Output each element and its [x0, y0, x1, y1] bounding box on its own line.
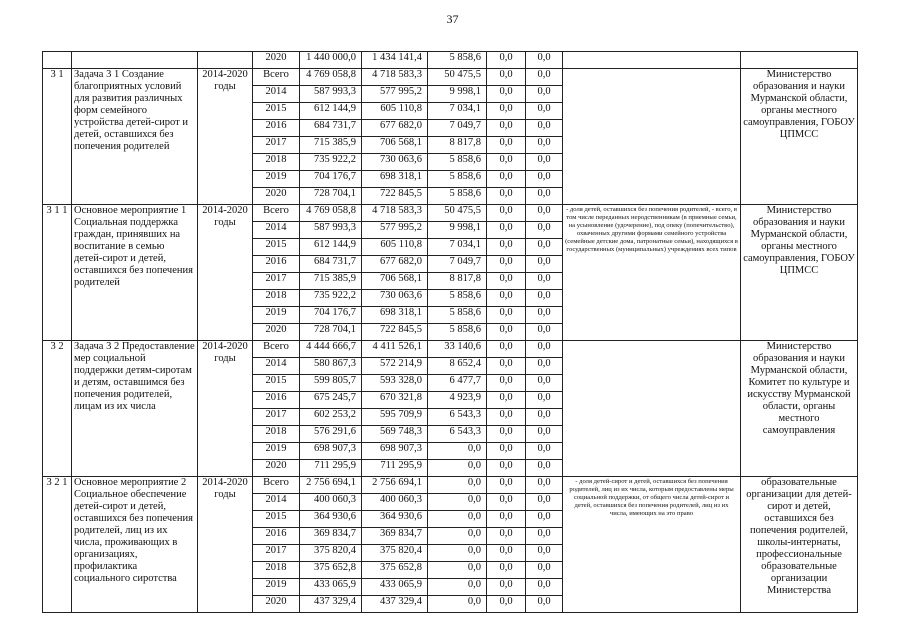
value-cell: 400 060,3 — [300, 494, 362, 511]
value-cell: 4 718 583,3 — [362, 69, 428, 86]
value-cell: 8 817,8 — [428, 273, 487, 290]
item-title: Задача 3 2 Предоставление мер социальной поддержки детям-сиротам и детям, оставшимся без попечения родителей, лицам из их числа — [72, 341, 198, 477]
value-cell: 0,0 — [487, 103, 526, 120]
value-cell: 0,0 — [487, 188, 526, 205]
value-cell: 0,0 — [526, 324, 563, 341]
value-cell: 0,0 — [526, 69, 563, 86]
value-cell: 0,0 — [487, 256, 526, 273]
value-cell: 730 063,6 — [362, 290, 428, 307]
year-cell: 2016 — [253, 256, 300, 273]
value-cell: 0,0 — [487, 375, 526, 392]
value-cell: 0,0 — [526, 375, 563, 392]
value-cell: 7 034,1 — [428, 103, 487, 120]
value-cell: 0,0 — [526, 120, 563, 137]
table-row — [43, 69, 858, 86]
value-cell: 0,0 — [487, 579, 526, 596]
value-cell: 6 477,7 — [428, 375, 487, 392]
value-cell: 0,0 — [526, 188, 563, 205]
value-cell: 0,0 — [428, 460, 487, 477]
year-cell: 2014 — [253, 86, 300, 103]
year-cell: 2016 — [253, 528, 300, 545]
value-cell: 0,0 — [487, 545, 526, 562]
value-cell: 704 176,7 — [300, 171, 362, 188]
year-cell: 2018 — [253, 290, 300, 307]
value-cell: 0,0 — [526, 545, 563, 562]
value-cell: 0,0 — [526, 358, 563, 375]
value-cell: 5 858,6 — [428, 307, 487, 324]
value-cell: 593 328,0 — [362, 375, 428, 392]
value-cell: 728 704,1 — [300, 188, 362, 205]
value-cell: 7 034,1 — [428, 239, 487, 256]
value-cell: 364 930,6 — [362, 511, 428, 528]
value-cell: 400 060,3 — [362, 494, 428, 511]
indicator-text: - доля детей, оставшихся без попечения родителей, - всего, в том числе переданных неродственникам (в приемные семьи, на усыновление (удочерение), под опеку (попечительство), охваченных другими формами семейного устройства (семейные детские дома, патронатные семьи), находящихся в государственных (муниципальных) учреждениях всех типов — [563, 205, 741, 341]
year-cell: 2016 — [253, 120, 300, 137]
value-cell: 50 475,5 — [428, 205, 487, 222]
value-cell: 0,0 — [526, 103, 563, 120]
value-cell: 0,0 — [526, 409, 563, 426]
value-cell: 7 049,7 — [428, 120, 487, 137]
value-cell: 50 475,5 — [428, 69, 487, 86]
responsible-executor: образовательные организации для детей-сирот и детей, оставшихся без попечения родителей, школы-интернаты, профессиональные образовательные организации Министерства — [741, 477, 858, 613]
value-cell: 711 295,9 — [362, 460, 428, 477]
value-cell: 0,0 — [487, 273, 526, 290]
value-cell: 722 845,5 — [362, 188, 428, 205]
value-cell: 580 867,3 — [300, 358, 362, 375]
value-cell: 569 748,3 — [362, 426, 428, 443]
value-cell: 0,0 — [487, 460, 526, 477]
value-cell: 1 440 000,0 — [300, 52, 362, 69]
table-row — [43, 52, 858, 69]
value-cell: 0,0 — [526, 511, 563, 528]
value-cell: 0,0 — [526, 154, 563, 171]
value-cell: 0,0 — [487, 154, 526, 171]
value-cell: 5 858,6 — [428, 188, 487, 205]
value-cell: 0,0 — [487, 307, 526, 324]
value-cell: 0,0 — [428, 494, 487, 511]
indicator-text — [563, 69, 741, 205]
value-cell: 698 318,1 — [362, 307, 428, 324]
value-cell: 6 543,3 — [428, 409, 487, 426]
value-cell: 0,0 — [487, 69, 526, 86]
year-cell: 2017 — [253, 545, 300, 562]
value-cell: 0,0 — [526, 307, 563, 324]
value-cell: 0,0 — [526, 443, 563, 460]
table-row — [43, 341, 858, 358]
value-cell: 612 144,9 — [300, 239, 362, 256]
value-cell: 602 253,2 — [300, 409, 362, 426]
value-cell: 0,0 — [428, 545, 487, 562]
value-cell: 0,0 — [487, 358, 526, 375]
year-cell: 2015 — [253, 375, 300, 392]
table-body — [43, 52, 858, 613]
value-cell: 587 993,3 — [300, 86, 362, 103]
budget-table — [42, 51, 858, 613]
page-number: 37 — [446, 12, 459, 26]
value-cell: 0,0 — [526, 596, 563, 613]
year-cell: 2020 — [253, 324, 300, 341]
year-cell: 2019 — [253, 307, 300, 324]
value-cell: 1 434 141,4 — [362, 52, 428, 69]
value-cell: 4 769 058,8 — [300, 205, 362, 222]
responsible-executor: Министерство образования и науки Мурманской области, органы местного самоуправления, ГОБОУ ЦПМСС — [741, 69, 858, 205]
value-cell: 375 652,8 — [300, 562, 362, 579]
value-cell: 369 834,7 — [300, 528, 362, 545]
value-cell: 375 820,4 — [300, 545, 362, 562]
value-cell: 0,0 — [526, 460, 563, 477]
value-cell: 0,0 — [487, 52, 526, 69]
value-cell: 0,0 — [526, 171, 563, 188]
value-cell: 0,0 — [428, 562, 487, 579]
value-cell: 364 930,6 — [300, 511, 362, 528]
value-cell: 7 049,7 — [428, 256, 487, 273]
value-cell: 0,0 — [526, 137, 563, 154]
value-cell: 684 731,7 — [300, 120, 362, 137]
value-cell: 5 858,6 — [428, 290, 487, 307]
title-cell — [72, 52, 198, 69]
value-cell: 0,0 — [487, 324, 526, 341]
value-cell: 0,0 — [526, 579, 563, 596]
year-cell: 2014 — [253, 494, 300, 511]
value-cell: 4 444 666,7 — [300, 341, 362, 358]
year-cell: 2017 — [253, 273, 300, 290]
value-cell: 0,0 — [487, 120, 526, 137]
value-cell: 0,0 — [526, 86, 563, 103]
value-cell: 5 858,6 — [428, 154, 487, 171]
item-number: 3 2 — [43, 341, 72, 477]
year-cell: 2015 — [253, 103, 300, 120]
value-cell: 0,0 — [428, 443, 487, 460]
item-title: Задача 3 1 Создание благоприятных условий для развития различных форм семейного устройства детей-сирот и детей, оставшихся без попечения родителей — [72, 69, 198, 205]
value-cell: 0,0 — [526, 52, 563, 69]
value-cell: 369 834,7 — [362, 528, 428, 545]
value-cell: 684 731,7 — [300, 256, 362, 273]
value-cell: 9 998,1 — [428, 86, 487, 103]
value-cell: 0,0 — [526, 239, 563, 256]
item-number: 3 2 1 — [43, 477, 72, 613]
year-cell: 2017 — [253, 137, 300, 154]
value-cell: 0,0 — [526, 205, 563, 222]
year-cell: 2016 — [253, 392, 300, 409]
value-cell: 5 858,6 — [428, 324, 487, 341]
value-cell: 0,0 — [487, 426, 526, 443]
table-row — [43, 477, 858, 494]
value-cell: 4 411 526,1 — [362, 341, 428, 358]
value-cell: 0,0 — [526, 562, 563, 579]
value-cell: 735 922,2 — [300, 290, 362, 307]
value-cell: 6 543,3 — [428, 426, 487, 443]
value-cell: 0,0 — [487, 137, 526, 154]
indicator-text — [563, 341, 741, 477]
value-cell: 0,0 — [487, 222, 526, 239]
value-cell: 8 817,8 — [428, 137, 487, 154]
value-cell: 677 682,0 — [362, 120, 428, 137]
period-cell — [198, 52, 253, 69]
value-cell: 0,0 — [487, 392, 526, 409]
value-cell: 698 907,3 — [300, 443, 362, 460]
value-cell: 0,0 — [487, 443, 526, 460]
item-number: 3 1 1 — [43, 205, 72, 341]
year-cell: 2020 — [253, 52, 300, 69]
value-cell: 0,0 — [487, 511, 526, 528]
value-cell: 0,0 — [487, 86, 526, 103]
year-cell: 2019 — [253, 171, 300, 188]
value-cell: 670 321,8 — [362, 392, 428, 409]
value-cell: 605 110,8 — [362, 239, 428, 256]
value-cell: 711 295,9 — [300, 460, 362, 477]
year-cell: 2014 — [253, 358, 300, 375]
year-cell: 2015 — [253, 239, 300, 256]
value-cell: 0,0 — [487, 562, 526, 579]
value-cell: 605 110,8 — [362, 103, 428, 120]
value-cell: 698 907,3 — [362, 443, 428, 460]
value-cell: 715 385,9 — [300, 273, 362, 290]
value-cell: 706 568,1 — [362, 273, 428, 290]
year-cell: 2018 — [253, 426, 300, 443]
value-cell: 0,0 — [526, 290, 563, 307]
item-number: 3 1 — [43, 69, 72, 205]
responsible-executor: Министерство образования и науки Мурманской области, Комитет по культуре и искусству Мурманской области, органы местного самоуправления — [741, 341, 858, 477]
value-cell: 0,0 — [487, 239, 526, 256]
year-cell: Всего — [253, 69, 300, 86]
value-cell: 0,0 — [526, 494, 563, 511]
value-cell: 433 065,9 — [362, 579, 428, 596]
value-cell: 0,0 — [487, 341, 526, 358]
value-cell: 437 329,4 — [300, 596, 362, 613]
value-cell: 5 858,6 — [428, 52, 487, 69]
value-cell: 4 769 058,8 — [300, 69, 362, 86]
value-cell: 0,0 — [487, 409, 526, 426]
value-cell: 0,0 — [487, 494, 526, 511]
year-cell: Всего — [253, 477, 300, 494]
value-cell: 0,0 — [487, 171, 526, 188]
item-period: 2014-2020 годы — [198, 205, 253, 341]
value-cell: 730 063,6 — [362, 154, 428, 171]
value-cell: 2 756 694,1 — [300, 477, 362, 494]
item-title: Основное мероприятие 1 Социальная поддержка граждан, принявших на воспитание в семью детей-сирот и детей, оставшихся без попечения родителей — [72, 205, 198, 341]
year-cell: 2018 — [253, 562, 300, 579]
value-cell: 4 923,9 — [428, 392, 487, 409]
value-cell: 375 820,4 — [362, 545, 428, 562]
value-cell: 4 718 583,3 — [362, 205, 428, 222]
value-cell: 0,0 — [526, 273, 563, 290]
value-cell: 587 993,3 — [300, 222, 362, 239]
value-cell: 437 329,4 — [362, 596, 428, 613]
value-cell: 595 709,9 — [362, 409, 428, 426]
value-cell: 0,0 — [526, 256, 563, 273]
year-cell: 2019 — [253, 443, 300, 460]
indicator-cell — [563, 52, 741, 69]
value-cell: 0,0 — [487, 290, 526, 307]
year-cell: 2018 — [253, 154, 300, 171]
value-cell: 577 995,2 — [362, 86, 428, 103]
value-cell: 722 845,5 — [362, 324, 428, 341]
value-cell: 0,0 — [487, 596, 526, 613]
year-cell: Всего — [253, 205, 300, 222]
value-cell: 0,0 — [526, 426, 563, 443]
value-cell: 2 756 694,1 — [362, 477, 428, 494]
value-cell: 0,0 — [487, 528, 526, 545]
value-cell: 0,0 — [487, 205, 526, 222]
item-period: 2014-2020 годы — [198, 341, 253, 477]
value-cell: 677 682,0 — [362, 256, 428, 273]
value-cell: 576 291,6 — [300, 426, 362, 443]
responsible-executor: Министерство образования и науки Мурманской области, органы местного самоуправления, ГОБОУ ЦПМСС — [741, 205, 858, 341]
value-cell: 599 805,7 — [300, 375, 362, 392]
year-cell: 2020 — [253, 460, 300, 477]
responsible-cell — [741, 52, 858, 69]
year-cell: 2015 — [253, 511, 300, 528]
value-cell: 572 214,9 — [362, 358, 428, 375]
value-cell: 0,0 — [428, 528, 487, 545]
value-cell: 704 176,7 — [300, 307, 362, 324]
value-cell: 675 245,7 — [300, 392, 362, 409]
value-cell: 5 858,6 — [428, 171, 487, 188]
year-cell: 2020 — [253, 596, 300, 613]
value-cell: 0,0 — [526, 477, 563, 494]
year-cell: 2019 — [253, 579, 300, 596]
item-period: 2014-2020 годы — [198, 477, 253, 613]
value-cell: 0,0 — [526, 528, 563, 545]
value-cell: 0,0 — [428, 511, 487, 528]
value-cell: 33 140,6 — [428, 341, 487, 358]
value-cell: 0,0 — [526, 341, 563, 358]
value-cell: 433 065,9 — [300, 579, 362, 596]
item-title: Основное мероприятие 2 Социальное обеспечение детей-сирот и детей, оставшихся без попечения родителей, лиц из их числа, проживающих в организациях, профилактика социального сиротства — [72, 477, 198, 613]
year-cell: Всего — [253, 341, 300, 358]
num-cell — [43, 52, 72, 69]
value-cell: 0,0 — [428, 579, 487, 596]
value-cell: 0,0 — [526, 392, 563, 409]
value-cell: 728 704,1 — [300, 324, 362, 341]
value-cell: 0,0 — [487, 477, 526, 494]
indicator-text: - доля детей-сирот и детей, оставшихся без попечения родителей, лиц из их числа, которым предоставлены меры социальной поддержки, от общего числа детей-сирот и детей, оставшихся без попечения родителей, лиц из их числа, имеющих на это право — [563, 477, 741, 613]
value-cell: 0,0 — [428, 477, 487, 494]
value-cell: 612 144,9 — [300, 103, 362, 120]
year-cell: 2014 — [253, 222, 300, 239]
value-cell: 715 385,9 — [300, 137, 362, 154]
value-cell: 375 652,8 — [362, 562, 428, 579]
value-cell: 577 995,2 — [362, 222, 428, 239]
item-period: 2014-2020 годы — [198, 69, 253, 205]
value-cell: 0,0 — [428, 596, 487, 613]
year-cell: 2017 — [253, 409, 300, 426]
table-row — [43, 205, 858, 222]
value-cell: 735 922,2 — [300, 154, 362, 171]
value-cell: 9 998,1 — [428, 222, 487, 239]
value-cell: 0,0 — [526, 222, 563, 239]
year-cell: 2020 — [253, 188, 300, 205]
value-cell: 698 318,1 — [362, 171, 428, 188]
value-cell: 706 568,1 — [362, 137, 428, 154]
value-cell: 8 652,4 — [428, 358, 487, 375]
